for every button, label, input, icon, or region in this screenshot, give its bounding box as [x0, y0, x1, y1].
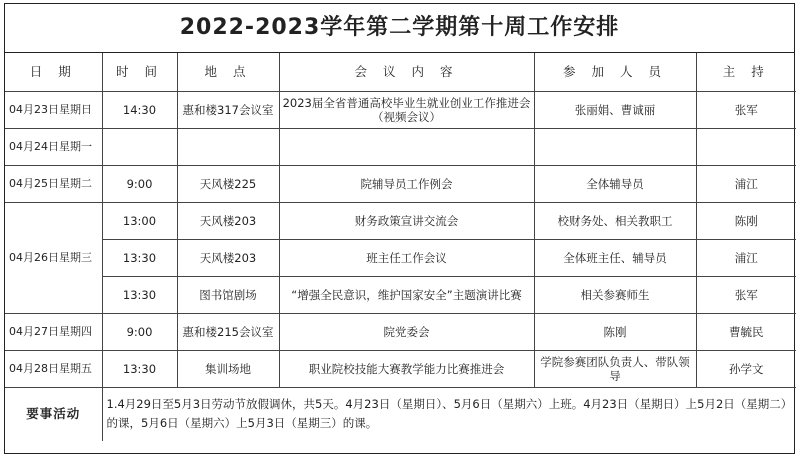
participants-cell: 相关参赛师生: [534, 277, 696, 314]
header-participants: 参 加 人 员: [534, 53, 696, 92]
table-row: [5, 351, 796, 388]
host-cell: 浦江: [696, 240, 796, 277]
header-row: [5, 53, 796, 92]
table-row: [5, 203, 796, 240]
participants-cell: 张丽娟、曹诚丽: [534, 92, 696, 129]
participants-cell: 全体辅导员: [534, 166, 696, 203]
date-cell: 04月23日星期日: [5, 92, 102, 129]
date-cell: 04月26日星期三: [5, 203, 102, 314]
time-cell: 13:00: [102, 203, 177, 240]
place-cell: 集训场地: [177, 351, 279, 388]
content-cell: 院辅导员工作例会: [279, 166, 534, 203]
key-events-text: 1.4月29日至5月3日劳动节放假调休，共5天。4月23日（星期日）、5月6日（星期六）上班。4月23日（星期日）上5月2日（星期二）的课，5月6日（星期六）上5月3日（星期三）的课。: [102, 388, 796, 441]
participants-cell: 校财务处、相关教职工: [534, 203, 696, 240]
table-row: [5, 129, 796, 166]
schedule-table: [5, 53, 796, 441]
host-cell: 曹毓民: [696, 314, 796, 351]
table-row: [5, 92, 796, 129]
host-cell: 孙学文: [696, 351, 796, 388]
place-cell: 天风楼225: [177, 166, 279, 203]
place-cell: 天风楼203: [177, 240, 279, 277]
table-row: [5, 240, 796, 277]
date-cell: 04月24日星期一: [5, 129, 102, 166]
date-cell: 04月25日星期二: [5, 166, 102, 203]
time-cell: 14:30: [102, 92, 177, 129]
page-title: 2022-2023学年第二学期第十周工作安排: [5, 4, 794, 53]
content-cell: 2023届全省普通高校毕业生就业创业工作推进会（视频会议）: [279, 92, 534, 129]
host-cell: 陈刚: [696, 203, 796, 240]
content-cell: 院党委会: [279, 314, 534, 351]
table-row: [5, 166, 796, 203]
participants-cell: 学院参赛团队负责人、带队领导: [534, 351, 696, 388]
host-cell: 张军: [696, 277, 796, 314]
time-cell: 13:30: [102, 240, 177, 277]
date-cell: 04月28日星期五: [5, 351, 102, 388]
schedule-sheet: [4, 3, 795, 454]
content-cell: [279, 129, 534, 166]
time-cell: 9:00: [102, 314, 177, 351]
table-row: [5, 314, 796, 351]
table-row: [5, 277, 796, 314]
host-cell: [696, 129, 796, 166]
place-cell: 天风楼203: [177, 203, 279, 240]
key-events-label: 要事活动: [5, 388, 102, 441]
host-cell: 浦江: [696, 166, 796, 203]
content-cell: 班主任工作会议: [279, 240, 534, 277]
content-cell: “增强全民意识，维护国家安全”主题演讲比赛: [279, 277, 534, 314]
header-place: 地 点: [177, 53, 279, 92]
time-cell: 13:30: [102, 277, 177, 314]
header-host: 主 持: [696, 53, 796, 92]
date-cell: 04月27日星期四: [5, 314, 102, 351]
content-cell: 职业院校技能大赛教学能力比赛推进会: [279, 351, 534, 388]
place-cell: 图书馆剧场: [177, 277, 279, 314]
host-cell: 张军: [696, 92, 796, 129]
time-cell: [102, 129, 177, 166]
place-cell: 惠和楼215会议室: [177, 314, 279, 351]
key-events-row: [5, 388, 796, 441]
participants-cell: 全体班主任、辅导员: [534, 240, 696, 277]
header-time: 时 间: [102, 53, 177, 92]
content-cell: 财务政策宣讲交流会: [279, 203, 534, 240]
header-content: 会 议 内 容: [279, 53, 534, 92]
place-cell: 惠和楼317会议室: [177, 92, 279, 129]
time-cell: 9:00: [102, 166, 177, 203]
time-cell: 13:30: [102, 351, 177, 388]
place-cell: [177, 129, 279, 166]
participants-cell: 陈刚: [534, 314, 696, 351]
header-date: 日 期: [5, 53, 102, 92]
participants-cell: [534, 129, 696, 166]
